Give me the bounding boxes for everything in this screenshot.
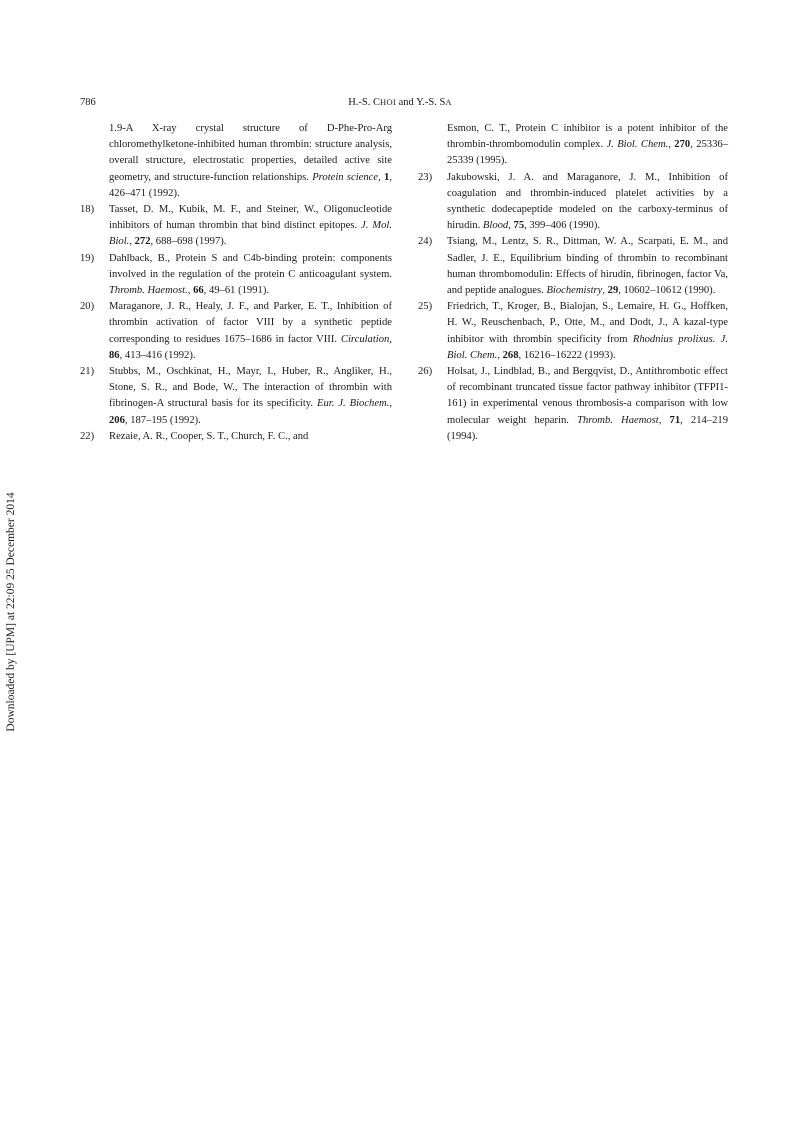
ref-text: Dahlback, B., Protein S and C4b-binding protein: components involved in the regulation of the protein C anticoagulant system. (109, 252, 392, 280)
download-watermark (1, 447, 21, 777)
reference-number: 23) (418, 171, 433, 183)
author-one: H.-S. C (348, 97, 380, 108)
ref-journal: J. Biol. Chem. (606, 139, 669, 151)
reference-19 (80, 251, 392, 300)
ref-pages: , 16216–16222 (1993). (518, 349, 616, 361)
ref-text: Rezaie, A. R., Cooper, S. T., Church, F. C., and (109, 430, 309, 442)
ref-sep: , (497, 349, 503, 361)
reference-text (447, 170, 728, 235)
ref-volume: 270 (674, 139, 691, 151)
ref-sep: , (129, 236, 135, 248)
ref-text: Stubbs, M., Oschkinat, H., Mayr, I., Huber, R., Angliker, H., Stone, S. R., and Bode, W., The interaction of thrombin with fibrinogen-A structural basis for its specificity. (109, 366, 392, 410)
ref-text: Esmon, C. T., Protein C inhibitor is a potent inhibitor of the thrombin-thrombomodulin complex. (447, 123, 728, 151)
ref-text: Maraganore, J. R., Healy, J. F., and Parker, E. T., Inhibition of thrombin activation of factor VIII by a synthetic peptide corresponding to residues 1675–1686 in factor VIII. (109, 301, 392, 345)
ref-pages: , 25336–25339 (1995). (447, 139, 728, 167)
reference-continuation (418, 121, 728, 170)
ref-sep: , (602, 285, 608, 297)
reference-20 (80, 299, 392, 364)
ref-pages: , 413–416 (1992). (119, 349, 196, 361)
ref-pages: , 187–195 (1992). (124, 414, 201, 426)
author-conjunction: and (398, 97, 414, 108)
reference-number: 18) (80, 204, 95, 216)
author-two: Y.-S. S (416, 97, 446, 108)
ref-sep: , (389, 398, 392, 410)
ref-pages: , 49–61 (1991). (203, 285, 269, 297)
reference-number: 19) (80, 252, 95, 264)
page-header (80, 97, 720, 113)
reference-22 (80, 429, 392, 445)
reference-number: 22) (80, 430, 95, 442)
ref-sep: , (187, 285, 194, 297)
reference-18 (80, 202, 392, 251)
ref-sep: , (508, 220, 514, 232)
ref-journal: Blood (482, 220, 509, 232)
ref-volume: 29 (607, 285, 619, 297)
author-one-smallcaps: HOI (380, 97, 397, 107)
right-column (418, 121, 728, 445)
reference-26 (418, 364, 728, 445)
ref-volume: 75 (513, 220, 525, 232)
reference-continuation (80, 121, 392, 202)
ref-volume: 86 (109, 349, 120, 361)
reference-number: 26) (418, 366, 433, 378)
ref-sep: , (389, 333, 392, 345)
reference-number: 24) (418, 236, 433, 248)
reference-24 (418, 234, 728, 299)
ref-text: Jakubowski, J. A. and Maraganore, J. M., Inhibition of coagulation and thrombin-induced platelet activities by a synthetic dodecapeptide modeled on the carboxy-terminus of hirudin. (447, 171, 728, 232)
page-number: 786 (80, 97, 96, 108)
ref-text: Friedrich, T., Kroger, B., Bialojan, S., Lemaire, H. G., Hoffken, H. W., Reuschenbach, P., Otte, M., and Dodt, J., A kazal-type inhibitor with thrombin specificity from (447, 301, 728, 345)
ref-pages: , 214–219 (1994). (447, 414, 729, 442)
ref-journal: Biochemistry (546, 285, 603, 297)
download-watermark-text: Downloaded by [UPM] at 22:09 25 December 2014 (5, 492, 17, 732)
ref-pages: , 688–698 (1997). (150, 236, 227, 248)
ref-pages: , 399–406 (1990). (524, 220, 601, 232)
reference-21 (80, 364, 392, 429)
reference-text (109, 364, 392, 429)
ref-journal: Protein science (312, 171, 379, 183)
reference-text (447, 299, 728, 364)
left-column (80, 121, 392, 445)
ref-sep: , (668, 139, 675, 151)
reference-text (447, 234, 728, 299)
ref-pages: , 10602–10612 (1990). (618, 285, 716, 297)
reference-text (109, 121, 392, 202)
ref-volume: 1 (384, 171, 390, 183)
reference-23 (418, 170, 728, 235)
ref-volume: 66 (193, 285, 204, 297)
ref-volume: 206 (109, 414, 125, 426)
ref-volume: 71 (669, 414, 681, 426)
reference-number: 20) (80, 301, 95, 313)
ref-volume: 272 (134, 236, 151, 248)
ref-journal: J. Mol. Biol. (109, 220, 392, 248)
ref-journal: Thromb. Haemost. (109, 285, 188, 297)
author-two-smallcaps: A (445, 97, 452, 107)
reference-text (109, 251, 392, 300)
ref-text: 1.9-A X-ray crystal structure of D-Phe-Pro-Arg chloromethylketone-inhibited human thrombin: structure analysis, overall structure, electrostatic properties, detailed active site geometry, and structure-function relationships. (109, 123, 392, 183)
ref-volume: 268 (502, 349, 519, 361)
ref-journal: Circulation (340, 333, 390, 345)
reference-text (447, 364, 728, 445)
ref-journal: Rhodnius prolixus. J. Biol. Chem. (447, 333, 728, 361)
ref-sep: , (378, 171, 385, 183)
ref-journal: Thromb. Haemost (577, 414, 659, 426)
ref-text: Tasset, D. M., Kubik, M. F., and Steiner, W., Oligonucleotide inhibitors of human thrombin that bind distinct epitopes. (109, 204, 392, 232)
ref-text: Holsat, J., Lindblad, B., and Bergqvist, D., Antithrombotic effect of recombinant truncated tissue factor pathway inhibitor (TFPI1-161) in experimental venous thrombosis-a comparison with low molecular weight heparin. (447, 366, 728, 426)
running-head (80, 97, 720, 108)
ref-pages: , 426–471 (1992). (109, 171, 392, 199)
reference-text (109, 202, 392, 251)
reference-number: 21) (80, 366, 95, 378)
reference-number: 25) (418, 301, 433, 313)
ref-sep: , (658, 414, 670, 426)
reference-text (109, 429, 392, 445)
ref-journal: Eur. J. Biochem. (317, 398, 390, 410)
reference-25 (418, 299, 728, 364)
reference-text (109, 299, 392, 364)
ref-text: Tsiang, M., Lentz, S. R., Dittman, W. A., Scarpati, E. M., and Sadler, J. E., Equilibrium binding of thrombin to recombinant human thrombomodulin: Effects of hirudin, fibrinogen, factor Va, and peptide analogues. (447, 236, 728, 297)
reference-text (447, 121, 728, 170)
